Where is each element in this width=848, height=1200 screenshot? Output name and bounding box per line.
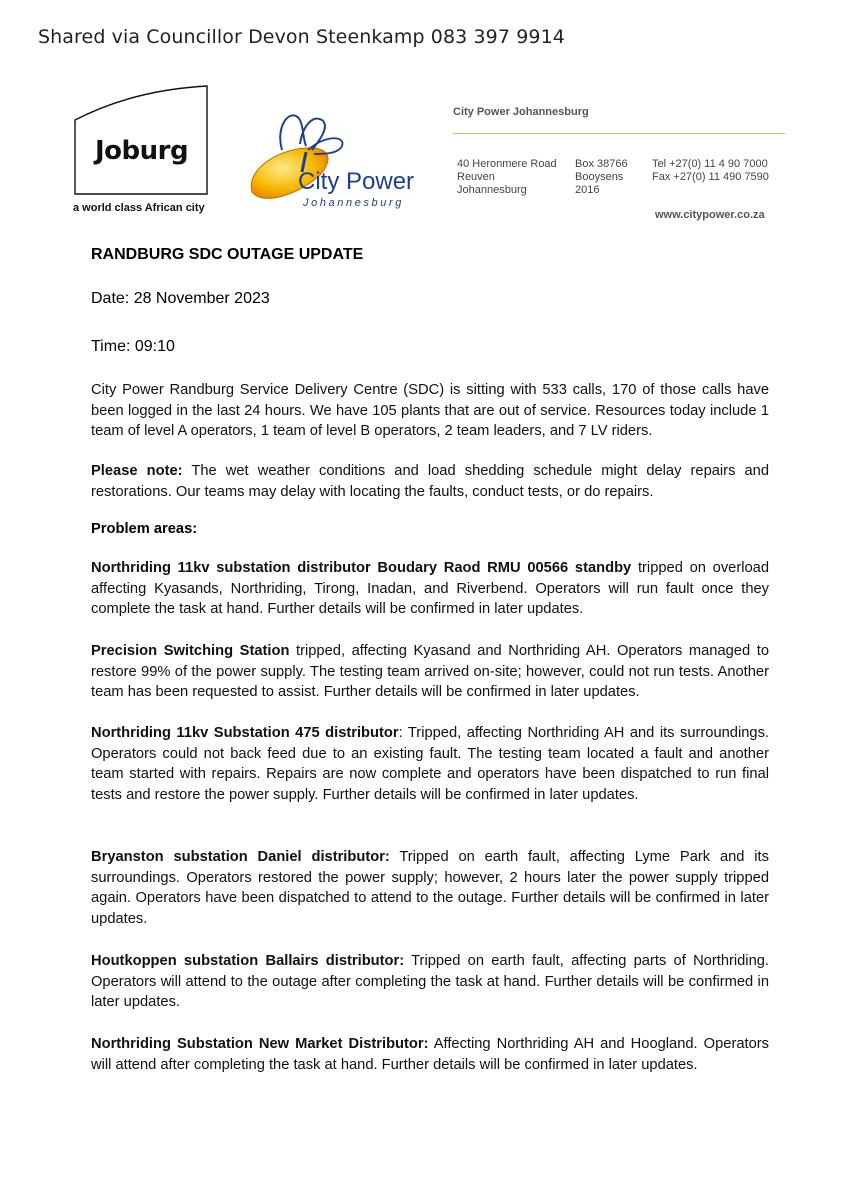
- problem-label: Northriding Substation New Market Distributor:: [91, 1036, 429, 1052]
- joburg-tagline: a world class African city: [73, 202, 205, 214]
- city-power-sub: Johannesburg: [303, 197, 404, 209]
- letterhead-website: www.citypower.co.za: [655, 209, 765, 221]
- intro-paragraph: City Power Randburg Service Delivery Centre (SDC) is sitting with 533 calls, 170 of those calls have been logged in the last 24 hours. We have 105 plants that are out of service. Resources today include 1 team of level A operators, 1 team of level B operators, 2 team leaders, and 7 LV riders.: [91, 382, 769, 440]
- letterhead-rule: [453, 133, 785, 134]
- problem-paragraph: [91, 723, 769, 805]
- note-text: The wet weather conditions and load shedding schedule might delay repairs and restorations. Our teams may delay with locating the faults, conduct tests, or do repairs.: [91, 463, 770, 500]
- problem-paragraph: [91, 558, 769, 620]
- document-title: RANDBURG SDC OUTAGE UPDATE: [91, 246, 364, 263]
- problem-label: Northriding 11kv substation distributor Boudary Raod RMU 00566 standby: [91, 560, 632, 576]
- problem-paragraph: [91, 1034, 769, 1075]
- document-time: Time: 09:10: [91, 338, 175, 355]
- problem-text: Tripped on earth fault, affecting parts of Northriding. Operators will attend to the outage after completing the task at hand. Further details will be confirmed in later updates.: [91, 953, 769, 1011]
- contact-line: Tel +27(0) 11 4 90 7000: [652, 158, 768, 170]
- problem-label: Bryanston substation Daniel distributor:: [91, 849, 390, 865]
- problem-label: Houtkoppen substation Ballairs distributor:: [91, 953, 405, 969]
- problem-text: Affecting Northriding AH and Hoogland. Operators will attend after completing the task at hand. Further details will be confirmed in later updates.: [91, 1036, 769, 1073]
- letterhead-title: City Power Johannesburg: [453, 106, 589, 118]
- problem-areas-heading: Problem areas:: [91, 521, 198, 537]
- problem-paragraph: [91, 951, 769, 1013]
- contact-line: Fax +27(0) 11 490 7590: [652, 171, 769, 183]
- joburg-logo-text: Joburg: [95, 136, 189, 166]
- problem-label: Northriding 11kv Substation 475 distributor: [91, 725, 399, 741]
- letterhead-contact: [652, 158, 769, 184]
- problem-text: Tripped on earth fault, affecting Lyme Park and its surroundings. Operators restored the power supply; however, 2 hours later the power supply tripped again. Operators have been dispatched to attend to the outage. Further details will be confirmed in later updates.: [91, 849, 769, 927]
- note-paragraph: [91, 461, 769, 502]
- note-label: Please note:: [91, 463, 183, 479]
- letterhead-box: [575, 158, 628, 197]
- problem-paragraph: [91, 641, 769, 703]
- problem-label: Precision Switching Station: [91, 643, 290, 659]
- shared-via-caption: Shared via Councillor Devon Steenkamp 083 397 9914: [38, 26, 565, 48]
- box-line: Booysens: [575, 171, 624, 183]
- problem-text: : Tripped, affecting Northriding AH and its surroundings. Operators could not back feed due to an existing fault. The testing team located a fault and another team started with repairs. Repairs are now complete and operators have been dispatched to run final tests and restore the power supply. Further details will be confirmed in later updates.: [91, 725, 769, 803]
- box-line: 2016: [575, 184, 600, 196]
- box-line: Box 38766: [575, 158, 628, 170]
- joburg-logo: [73, 84, 209, 196]
- document-date: Date: 28 November 2023: [91, 290, 270, 307]
- address-line: Reuven: [457, 171, 495, 183]
- problem-text: tripped on overload affecting Kyasands, Northriding, Tirong, Inadan, and Riverbend. Operators will run fault once they complete the task at hand. Further details will be confirmed in later updates.: [91, 560, 770, 618]
- address-line: Johannesburg: [457, 184, 527, 196]
- problem-paragraph: [91, 847, 769, 929]
- letterhead-address: [457, 158, 557, 197]
- problem-text: tripped, affecting Kyasand and Northriding AH. Operators managed to restore 99% of the power supply. The testing team arrived on-site; however, could not run tests. Another team has been requested to assist. Further details will be confirmed in later updates.: [91, 643, 769, 701]
- city-power-name: City Power: [298, 168, 415, 195]
- address-line: 40 Heronmere Road: [457, 158, 557, 170]
